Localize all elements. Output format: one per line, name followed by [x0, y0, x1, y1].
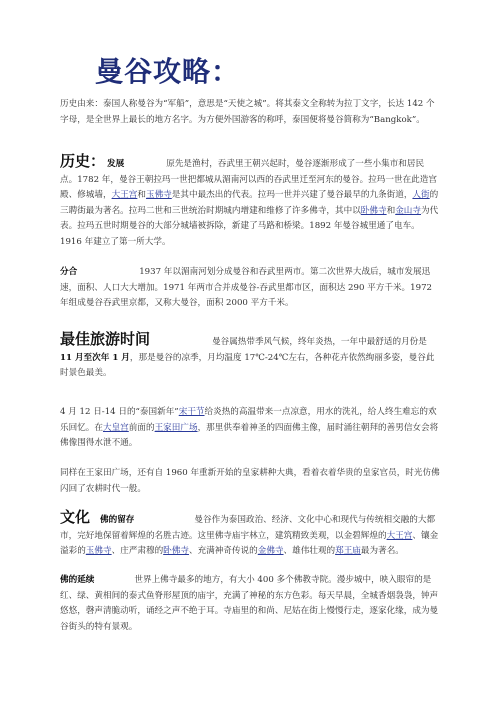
festival-text-2: 给炎热的高温带来一点凉意，用水的洗礼，给人终生难忘的欢乐回忆。在: [60, 407, 437, 433]
history-text-5: 和: [386, 205, 396, 216]
history-text-3: 是其中最杰出的代表。拉玛一世并兴建了曼谷最早的九条街道，: [171, 190, 413, 201]
page-title: 曼谷攻略：: [95, 55, 241, 88]
festival-text-4: ，那里供奉着神圣的四面佛主像，届时涌往朝拜的善男信女会将佛像围得水泄不通。: [60, 422, 439, 449]
culture-subheading: 佛的留存: [100, 515, 135, 525]
buddha-continue-paragraph: [60, 573, 440, 635]
link-grand-palace[interactable]: 大王宫: [111, 190, 138, 201]
culture-text-1: 曼谷作为泰国政治、经济、文化中心和现代与传统相交融的大都市，完好地保留着辉煌的名胜古迹。这里佛寺庙宇林立，建筑精致美观，以金碧辉煌的: [60, 515, 436, 541]
buddha-continue-label: 佛的延续: [60, 575, 95, 585]
culture-paragraph: [60, 510, 440, 560]
history-text-2: 和: [137, 190, 146, 201]
culture-text-2: 、镶金溢彩的: [60, 530, 439, 557]
division-paragraph: [60, 265, 440, 312]
culture-text-4: 、充满神奇传说的: [188, 546, 258, 557]
history-text-6: 为代表。拉玛五世时期曼谷的大部分城墙被拆除，新建了马路和桥梁。1892 年曼谷城里通了电车。1916 年建立了第一所大学。: [60, 205, 439, 247]
buddha-continue-text: 世界上佛寺最多的地方，有大小 400 多个佛教寺院。漫步城中，映入眼帘的是红、绿、黄相间的泰式鱼脊形屋顶的庙宇，充满了神秘的东方色彩。每天早晨，全城香烟袅袅，钟声悠悠，磬声清脆动听，诵经之声不绝于耳。寺庙里的和尚、尼姑在街上慢慢行走，逐家化缘，成为曼谷街头的特有景观。: [60, 575, 439, 632]
link-golden-mount[interactable]: 金山寺: [395, 205, 421, 216]
link-emerald-buddha-temple[interactable]: 玉佛寺: [145, 190, 172, 201]
culture-text-5: 、雄伟壮观的: [283, 546, 336, 557]
link-grand-palace-2[interactable]: 大皇宫: [102, 422, 129, 433]
festival-text-1: 4 月 12 日-14 日的“泰国新年”: [60, 407, 179, 417]
link-sanam-luang[interactable]: 王家田广场: [154, 422, 198, 433]
link-wat-pho-2[interactable]: 卧佛寺: [163, 546, 189, 557]
link-emerald-buddha-temple-2[interactable]: 玉佛寺: [85, 546, 112, 557]
culture-heading: 文化: [60, 508, 91, 526]
link-golden-buddha-temple[interactable]: 金佛寺: [257, 546, 284, 557]
history-text-4: 的三聘街最为著名。拉玛二世和三世统治时期城内增建和维修了许多佛寺，其中以: [60, 190, 439, 216]
history-heading: 历史：: [60, 152, 106, 170]
best-time-paragraph: [60, 332, 440, 382]
best-time-text-2: ，那是曼谷的凉季，月均温度 17℃-24℃左右，各种花卉依然绚丽多姿，曼谷此时景色最美。: [60, 352, 435, 379]
culture-text-6: 最为著名。: [360, 546, 404, 557]
best-time-heading: 最佳旅游时间: [60, 330, 151, 348]
festival-paragraph: [60, 405, 440, 452]
division-label: 分合: [60, 267, 78, 277]
link-wat-pho[interactable]: 卧佛寺: [360, 205, 387, 216]
history-subheading: 发展: [107, 159, 125, 169]
best-months: 11 月至次年 1 月: [60, 352, 130, 363]
link-street[interactable]: 人街: [412, 190, 430, 201]
history-text-1: 原先是渔村，吞武里王朝兴起时，曼谷逐渐形成了一些小集市和居民点。1782 年，曼谷王朝拉玛一世把都城从湄南河以西的吞武里迁至河东的曼谷。拉玛一世在此造宫殿、修城墙，: [60, 159, 437, 201]
ploughing-paragraph: 同样在王家田广场，还有自 1960 年重新开始的皇家耕种大典，看着衣着华贵的皇家官员，时光仿佛闪回了农耕时代一般。: [60, 468, 440, 494]
link-grand-palace-3[interactable]: 大王宫: [386, 530, 413, 541]
culture-text-3: 、庄严肃穆的: [111, 546, 164, 557]
festival-text-3: 前面的: [128, 422, 155, 433]
history-paragraph: [60, 154, 440, 251]
link-songkran[interactable]: 宋干节: [178, 407, 205, 417]
best-time-text-1: 曼谷属热带季风气候，终年炎热，一年中最舒适的月份是: [212, 337, 427, 347]
division-text: 1937 年以湄南河划分成曼谷和吞武里两市。第二次世界大战后，城市发展迅速，面积、人口大大增加。1971 年两市合并成曼谷-吞武里都市区，面积达 290 平方千米。1972 年组成曼谷吞武里京都，又称大曼谷，面积 2000 平方千米。: [60, 267, 433, 309]
link-wat-arun[interactable]: 郑王庙: [335, 546, 361, 557]
intro-paragraph: 历史由来：泰国人称曼谷为“军船”，意思是“天使之城”。将其泰文全称转为拉丁文字，长达 142 个字母，是全世界上最长的地方名字。为方便外国游客的称呼，泰国便将曼谷简称为“Bangkok”。: [60, 99, 435, 125]
